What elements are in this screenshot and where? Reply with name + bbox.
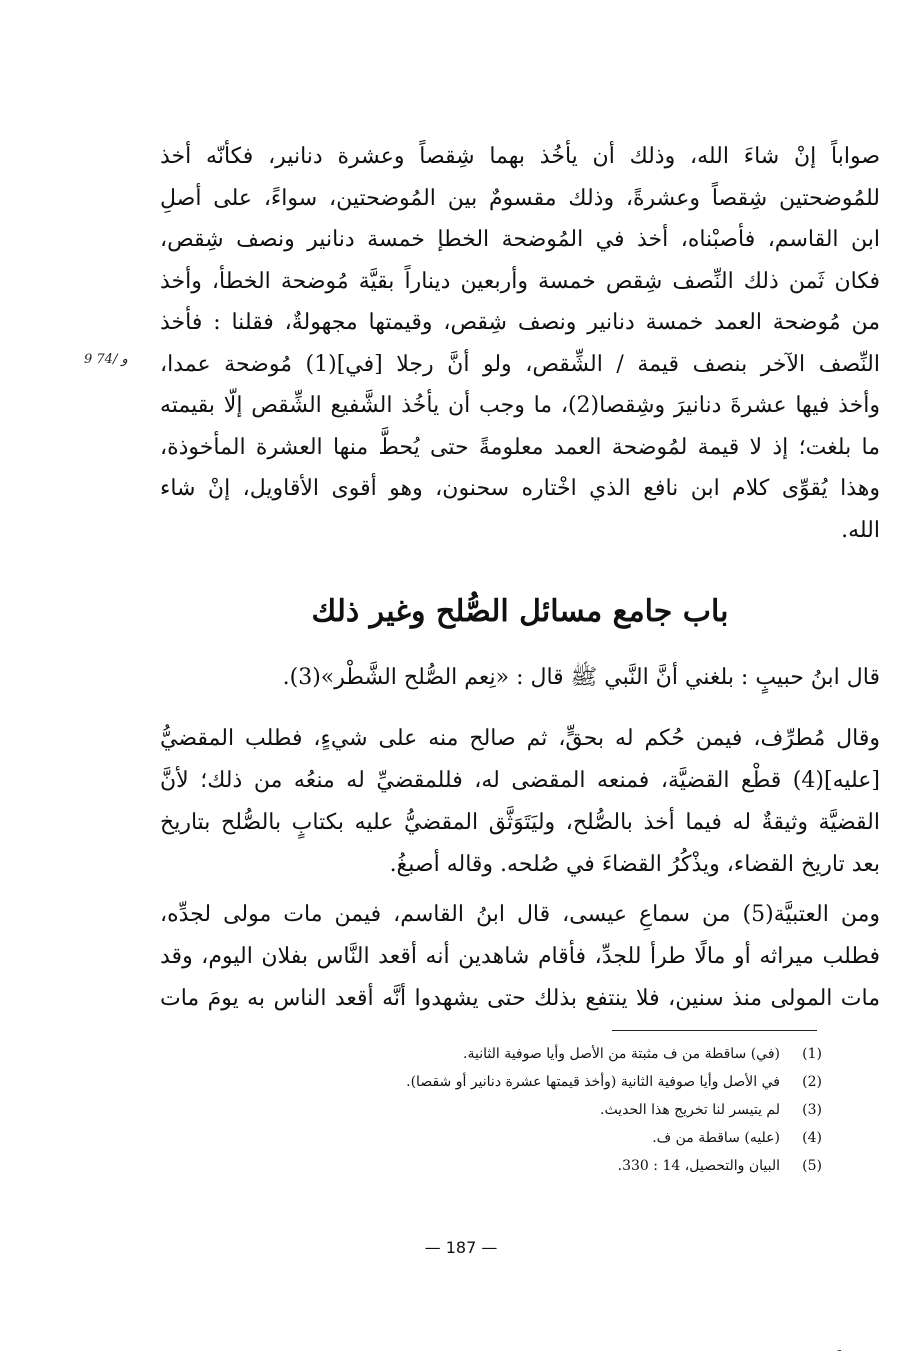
footnote-number: (4) xyxy=(802,1130,822,1146)
text-line: من مُوضحة العمد خمسة دنانير ونصف شِقص، وقيمتها مجهولةٌ، فقلنا : فأخذ xyxy=(160,310,880,335)
text-line: القضيَّة وثيقةٌ له فيما أخذ بالصُّلح، وليَتَوَثَّق المقضيُّ عليه بكتابٍ بالصُّلح بتاريخ xyxy=(160,810,880,835)
footnote xyxy=(360,1096,822,1124)
paragraph-continuation xyxy=(160,136,880,551)
text-line: صواباً إنْ شاءَ الله، وذلك أن يأخُذ بهما شِقصاً وعشرة دنانير، فكأنّه أخذ xyxy=(160,144,880,169)
footnote-number: (5) xyxy=(802,1158,822,1174)
footnote-text: في الأصل وأيا صوفية الثانية (وأخذ قيمتها عشرة دنانير أو شقصا). xyxy=(406,1074,780,1090)
text-line: بعد تاريخ القضاء، ويذْكُرُ القضاءَ في صُلحه. وقاله أصبغُ. xyxy=(389,852,880,877)
manuscript-folio-reference: 9 74/ و xyxy=(84,352,128,367)
text-line: فطلب ميراثه أو مالًا طرأ للجدِّ، فأقام شاهدين أنه أقعد النَّاس بفلان اليوم، وقد xyxy=(160,944,880,969)
footnotes xyxy=(360,1040,822,1180)
text-line: مات المولى منذ سنين، فلا ينتفع بذلك حتى يشهدوا أنَّه أقعد الناس به يومَ مات xyxy=(160,986,880,1011)
footnote-text: (عليه) ساقطة من ف. xyxy=(652,1130,780,1146)
text-line: [عليه](4) قطْع القضيَّة، فمنعه المقضى له، فللمقضيِّ له منعُه من ذلك؛ لأنَّ xyxy=(160,768,880,793)
text-line: قال ابنُ حبيبٍ : بلغني أنَّ النَّبي ﷺ قال : «نِعم الصُّلح الشَّطْر»(3). xyxy=(282,665,880,690)
footnote xyxy=(360,1068,822,1096)
footnote xyxy=(360,1152,822,1180)
footnote xyxy=(360,1040,822,1068)
text-line: وقال مُطرِّف، فيمن حُكم له بحقٍّ، ثم صالح منه على شيءٍ، فطلب المقضيُّ xyxy=(160,726,880,751)
text-line: ما بلغت؛ إذ لا قيمة لمُوضحة العمد معلومةً حتى يُحطَّ منها العشرة المأخوذة، xyxy=(160,434,880,460)
section-heading: باب جامع مسائل الصُّلح وغير ذلك xyxy=(311,594,729,629)
footnote xyxy=(360,1124,822,1152)
footnote-text: (في) ساقطة من ف مثبتة من الأصل وأيا صوفية الثانية. xyxy=(463,1046,780,1062)
page-number: — 187 — xyxy=(424,1238,498,1257)
text-line: النِّصف الآخر بنصف قيمة / الشِّقص، ولو أنَّ رجلا [في](1) مُوضحة عمدا، xyxy=(160,351,880,377)
paragraph-hadith xyxy=(160,657,880,699)
footnote-text: البيان والتحصيل، 14 : 330. xyxy=(617,1158,780,1174)
paragraph-utbiyya xyxy=(160,894,880,1020)
text-line: للمُوضحتين شِقصاً وعشرةً، وذلك مقسومٌ بين المُوضحتين، سواءً، على أصلِ xyxy=(160,185,880,211)
paragraph-mutarrif xyxy=(160,718,880,886)
footnote-number: (3) xyxy=(802,1102,822,1118)
footnote-separator xyxy=(612,1030,817,1031)
footnote-number: (2) xyxy=(802,1074,822,1090)
footnote-number: (1) xyxy=(802,1046,822,1062)
text-line: ابن القاسم، فأصبْناه، أخذ في المُوضحة الخطإ خمسة دنانير ونصف شِقص، xyxy=(160,227,880,252)
footnote-text: لم يتيسر لنا تخريج هذا الحديث. xyxy=(600,1102,780,1118)
text-line: فكان ثَمن ذلك النِّصف شِقص خمسة وأربعين ديناراً بقيَّة مُوضحة الخطأ، وأخذ xyxy=(160,268,880,294)
text-line: ومن العتبيَّة(5) من سماعِ عيسى، قال ابنُ القاسم، فيمن مات مولى لجدِّه، xyxy=(160,902,880,927)
text-line: الله. xyxy=(841,517,880,543)
text-line: وهذا يُقوِّى كلام ابن نافع الذي اخْتاره سحنون، وهو أقوى الأقاويل، إنْ شاء xyxy=(160,476,880,501)
corner-mark: ـ xyxy=(838,1343,841,1354)
text-line: وأخذ فيها عشرةَ دنانيرَ وشِقصا(2)، ما وجب أن يأخُذ الشَّفيع الشِّقص إلّا بقيمته xyxy=(160,393,880,418)
